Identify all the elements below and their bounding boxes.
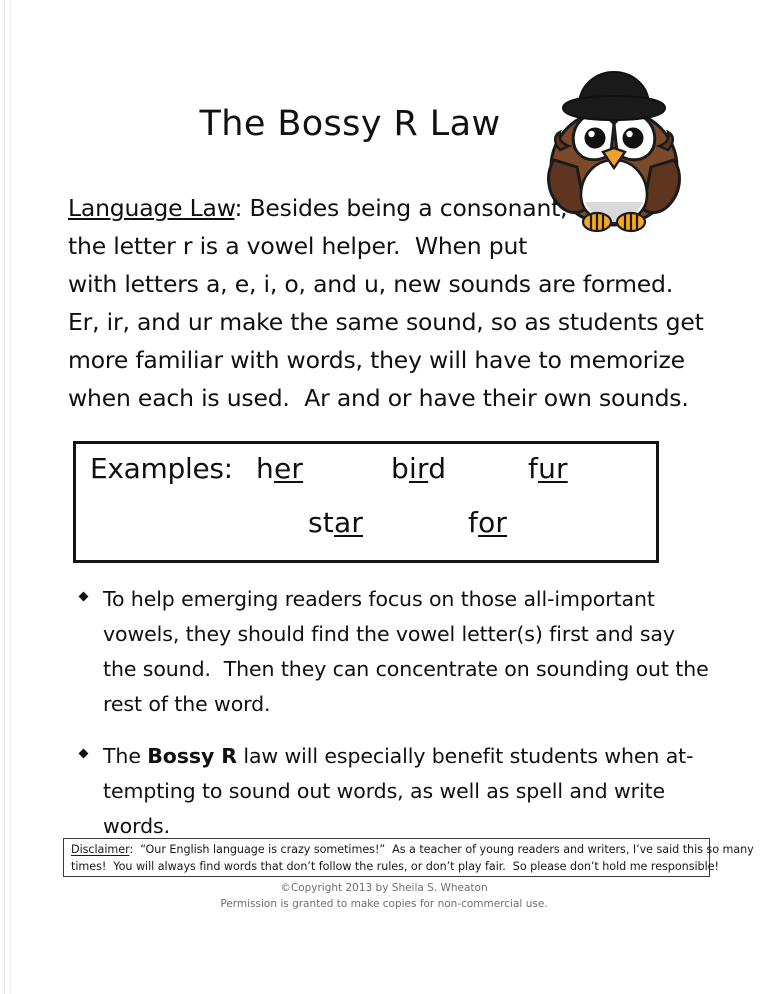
examples-box — [73, 441, 659, 563]
bullet-1-line-4: rest of the word. — [103, 692, 271, 716]
example-word-bird — [391, 452, 446, 485]
example-word-her-vowel: er — [273, 452, 304, 485]
bullet-diamond-icon — [79, 749, 89, 759]
bullet-2-line-3: words. — [103, 814, 170, 838]
disclaimer-line-2: times! You will always find words that don’t follow the rules, or don’t play fair. So please don’t hold me responsible! — [71, 859, 719, 873]
list-item — [74, 739, 694, 844]
list-item — [74, 582, 709, 722]
paragraph-line-1-rest: : Besides being a consonant, — [234, 194, 568, 222]
disclaimer-label: Disclaimer — [71, 843, 130, 856]
example-word-fur-prefix: f — [528, 452, 539, 485]
bullet-diamond-icon — [79, 592, 89, 602]
example-word-fur — [528, 452, 568, 485]
permission-line: Permission is granted to make copies for non-commercial use. — [220, 898, 548, 910]
tips-list — [74, 582, 709, 861]
page-title: The Bossy R Law — [199, 104, 501, 144]
example-word-star-prefix: st — [308, 506, 334, 539]
disclaimer-line-1-rest: : “Our English language is crazy sometimes!” As a teacher of young readers and writers, I’ve said this so many — [129, 843, 754, 856]
language-law-label: Language Law — [68, 194, 235, 222]
disclaimer-line-1 — [71, 842, 754, 859]
examples-row-1 — [76, 452, 656, 500]
bullet-2-line-1 — [103, 739, 694, 774]
bullet-1-line-2: vowels, they should find the vowel letter(s) first and say — [103, 622, 675, 646]
example-word-star-vowel: ar — [333, 506, 364, 539]
example-word-her-prefix: h — [256, 452, 274, 485]
bullet-2-line-1-pre: The — [103, 744, 148, 768]
example-word-for-prefix: f — [468, 506, 479, 539]
disclaimer-box — [63, 838, 754, 877]
bullet-1-line-1: To help emerging readers focus on those all-important — [103, 587, 655, 611]
disclaimer-text — [71, 842, 754, 875]
bullet-2-line-2: tempting to sound out words, as well as spell and write — [103, 779, 666, 803]
example-word-bird-prefix: b — [391, 452, 409, 485]
paragraph-line-6: when each is used. Ar and or have their own sounds. — [68, 384, 689, 412]
page-edge-line-secondary — [10, 0, 11, 994]
example-word-bird-vowel: ir — [408, 452, 429, 485]
example-word-bird-suffix: d — [428, 452, 447, 485]
example-word-her — [256, 452, 303, 485]
language-law-paragraph — [68, 189, 704, 417]
bossy-r-emphasis: Bossy R — [147, 744, 237, 768]
page-edge-line — [4, 0, 5, 994]
paragraph-line-4: Er, ir, and ur make the same sound, so as students get — [68, 308, 704, 336]
examples-row-2 — [76, 506, 656, 554]
example-word-for-vowel: or — [478, 506, 508, 539]
copyright-line: ©Copyright 2013 by Sheila S. Wheaton — [280, 882, 488, 894]
paragraph-line-2: the letter r is a vowel helper. When put — [68, 232, 528, 260]
example-word-for — [468, 506, 507, 539]
paragraph-line-3: with letters a, e, i, o, and u, new sounds are formed. — [68, 270, 674, 298]
bullet-1-line-3: the sound. Then they can concentrate on sounding out the — [103, 657, 709, 681]
bullet-2-line-1-post: law will especially benefit students when at- — [236, 744, 694, 768]
example-word-fur-vowel: ur — [538, 452, 568, 485]
copyright-block — [0, 881, 768, 912]
paragraph-line-5: more familiar with words, they will have to memorize — [68, 346, 685, 374]
example-word-star — [308, 506, 363, 539]
examples-label: Examples: — [90, 452, 233, 485]
paragraph-line-1 — [68, 189, 668, 227]
